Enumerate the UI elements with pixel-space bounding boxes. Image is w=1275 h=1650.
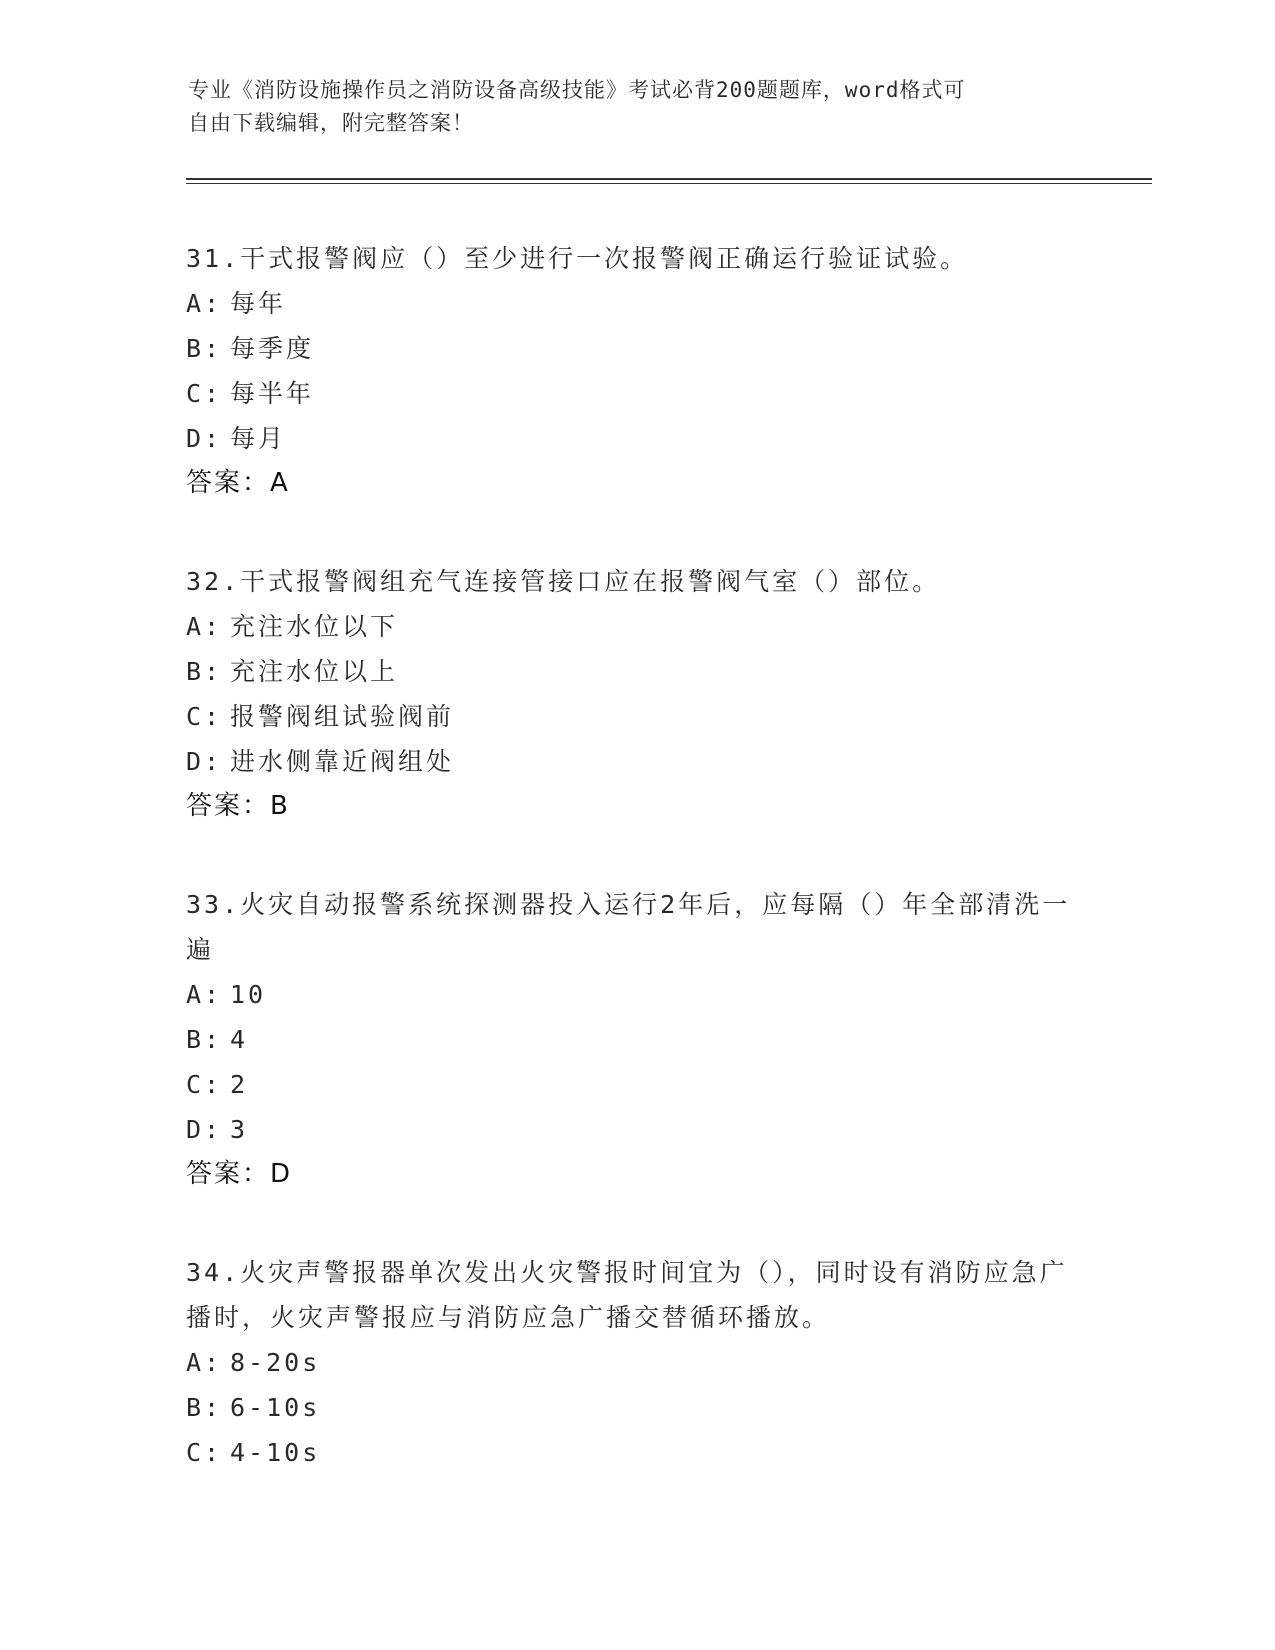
question-list (186, 236, 1086, 1528)
option-a (186, 604, 1086, 649)
document-header (188, 74, 1068, 140)
option-a (186, 1340, 1086, 1385)
option-text: 4 (230, 1025, 249, 1054)
option-c (186, 371, 1086, 416)
option-text: 每年 (230, 289, 287, 318)
answer-line: 答案：A (186, 468, 290, 498)
option-key: C: (186, 1438, 223, 1467)
option-text: 每半年 (230, 379, 315, 408)
option-key: B: (186, 657, 223, 686)
option-d (186, 739, 1086, 784)
question-stem: 32.干式报警阀组充气连接管接口应在报警阀气室（）部位。 (186, 567, 941, 596)
answer-line: 答案：B (186, 791, 290, 821)
option-a (186, 972, 1086, 1017)
option-key: D: (186, 424, 223, 453)
option-key: D: (186, 747, 223, 776)
option-text: 10 (230, 980, 267, 1009)
option-key: A: (186, 289, 223, 318)
option-text: 充注水位以下 (230, 612, 399, 641)
option-key: B: (186, 1393, 223, 1422)
option-text: 8-20s (230, 1348, 321, 1377)
option-text: 进水侧靠近阀组处 (230, 747, 455, 776)
option-key: B: (186, 334, 223, 363)
option-key: D: (186, 1115, 223, 1144)
header-line-1: 专业《消防设施操作员之消防设备高级技能》考试必背200题题库，word格式可 (188, 78, 966, 102)
option-b (186, 649, 1086, 694)
question-32 (186, 559, 1086, 829)
question-33 (186, 882, 1086, 1197)
option-key: C: (186, 702, 223, 731)
option-text: 每月 (230, 424, 287, 453)
option-text: 6-10s (230, 1393, 321, 1422)
option-text: 4-10s (230, 1438, 321, 1467)
option-key: A: (186, 612, 223, 641)
question-31 (186, 236, 1086, 506)
option-text: 3 (230, 1115, 249, 1144)
option-d (186, 416, 1086, 461)
question-34 (186, 1250, 1086, 1475)
option-c (186, 694, 1086, 739)
option-a (186, 281, 1086, 326)
option-text: 每季度 (230, 334, 315, 363)
option-key: A: (186, 980, 223, 1009)
option-c (186, 1062, 1086, 1107)
answer-line: 答案：D (186, 1159, 293, 1189)
header-line-2: 自由下载编辑，附完整答案！ (188, 111, 474, 135)
option-key: C: (186, 1070, 223, 1099)
option-c (186, 1430, 1086, 1475)
question-stem: 31.干式报警阀应（）至少进行一次报警阀正确运行验证试验。 (186, 244, 969, 273)
option-key: C: (186, 379, 223, 408)
header-divider-bottom (186, 183, 1152, 184)
header-divider-top (186, 178, 1152, 180)
option-d (186, 1107, 1086, 1152)
option-text: 报警阀组试验阀前 (230, 702, 455, 731)
option-key: B: (186, 1025, 223, 1054)
option-b (186, 1017, 1086, 1062)
option-b (186, 326, 1086, 371)
question-stem: 33.火灾自动报警系统探测器投入运行2年后，应每隔（）年全部清洗一遍 (186, 890, 1071, 964)
option-key: A: (186, 1348, 223, 1377)
option-text: 充注水位以上 (230, 657, 399, 686)
option-text: 2 (230, 1070, 249, 1099)
question-stem: 34.火灾声警报器单次发出火灾警报时间宜为（），同时设有消防应急广播时，火灾声警报应与消防应急广播交替循环播放。 (186, 1258, 1068, 1332)
option-b (186, 1385, 1086, 1430)
